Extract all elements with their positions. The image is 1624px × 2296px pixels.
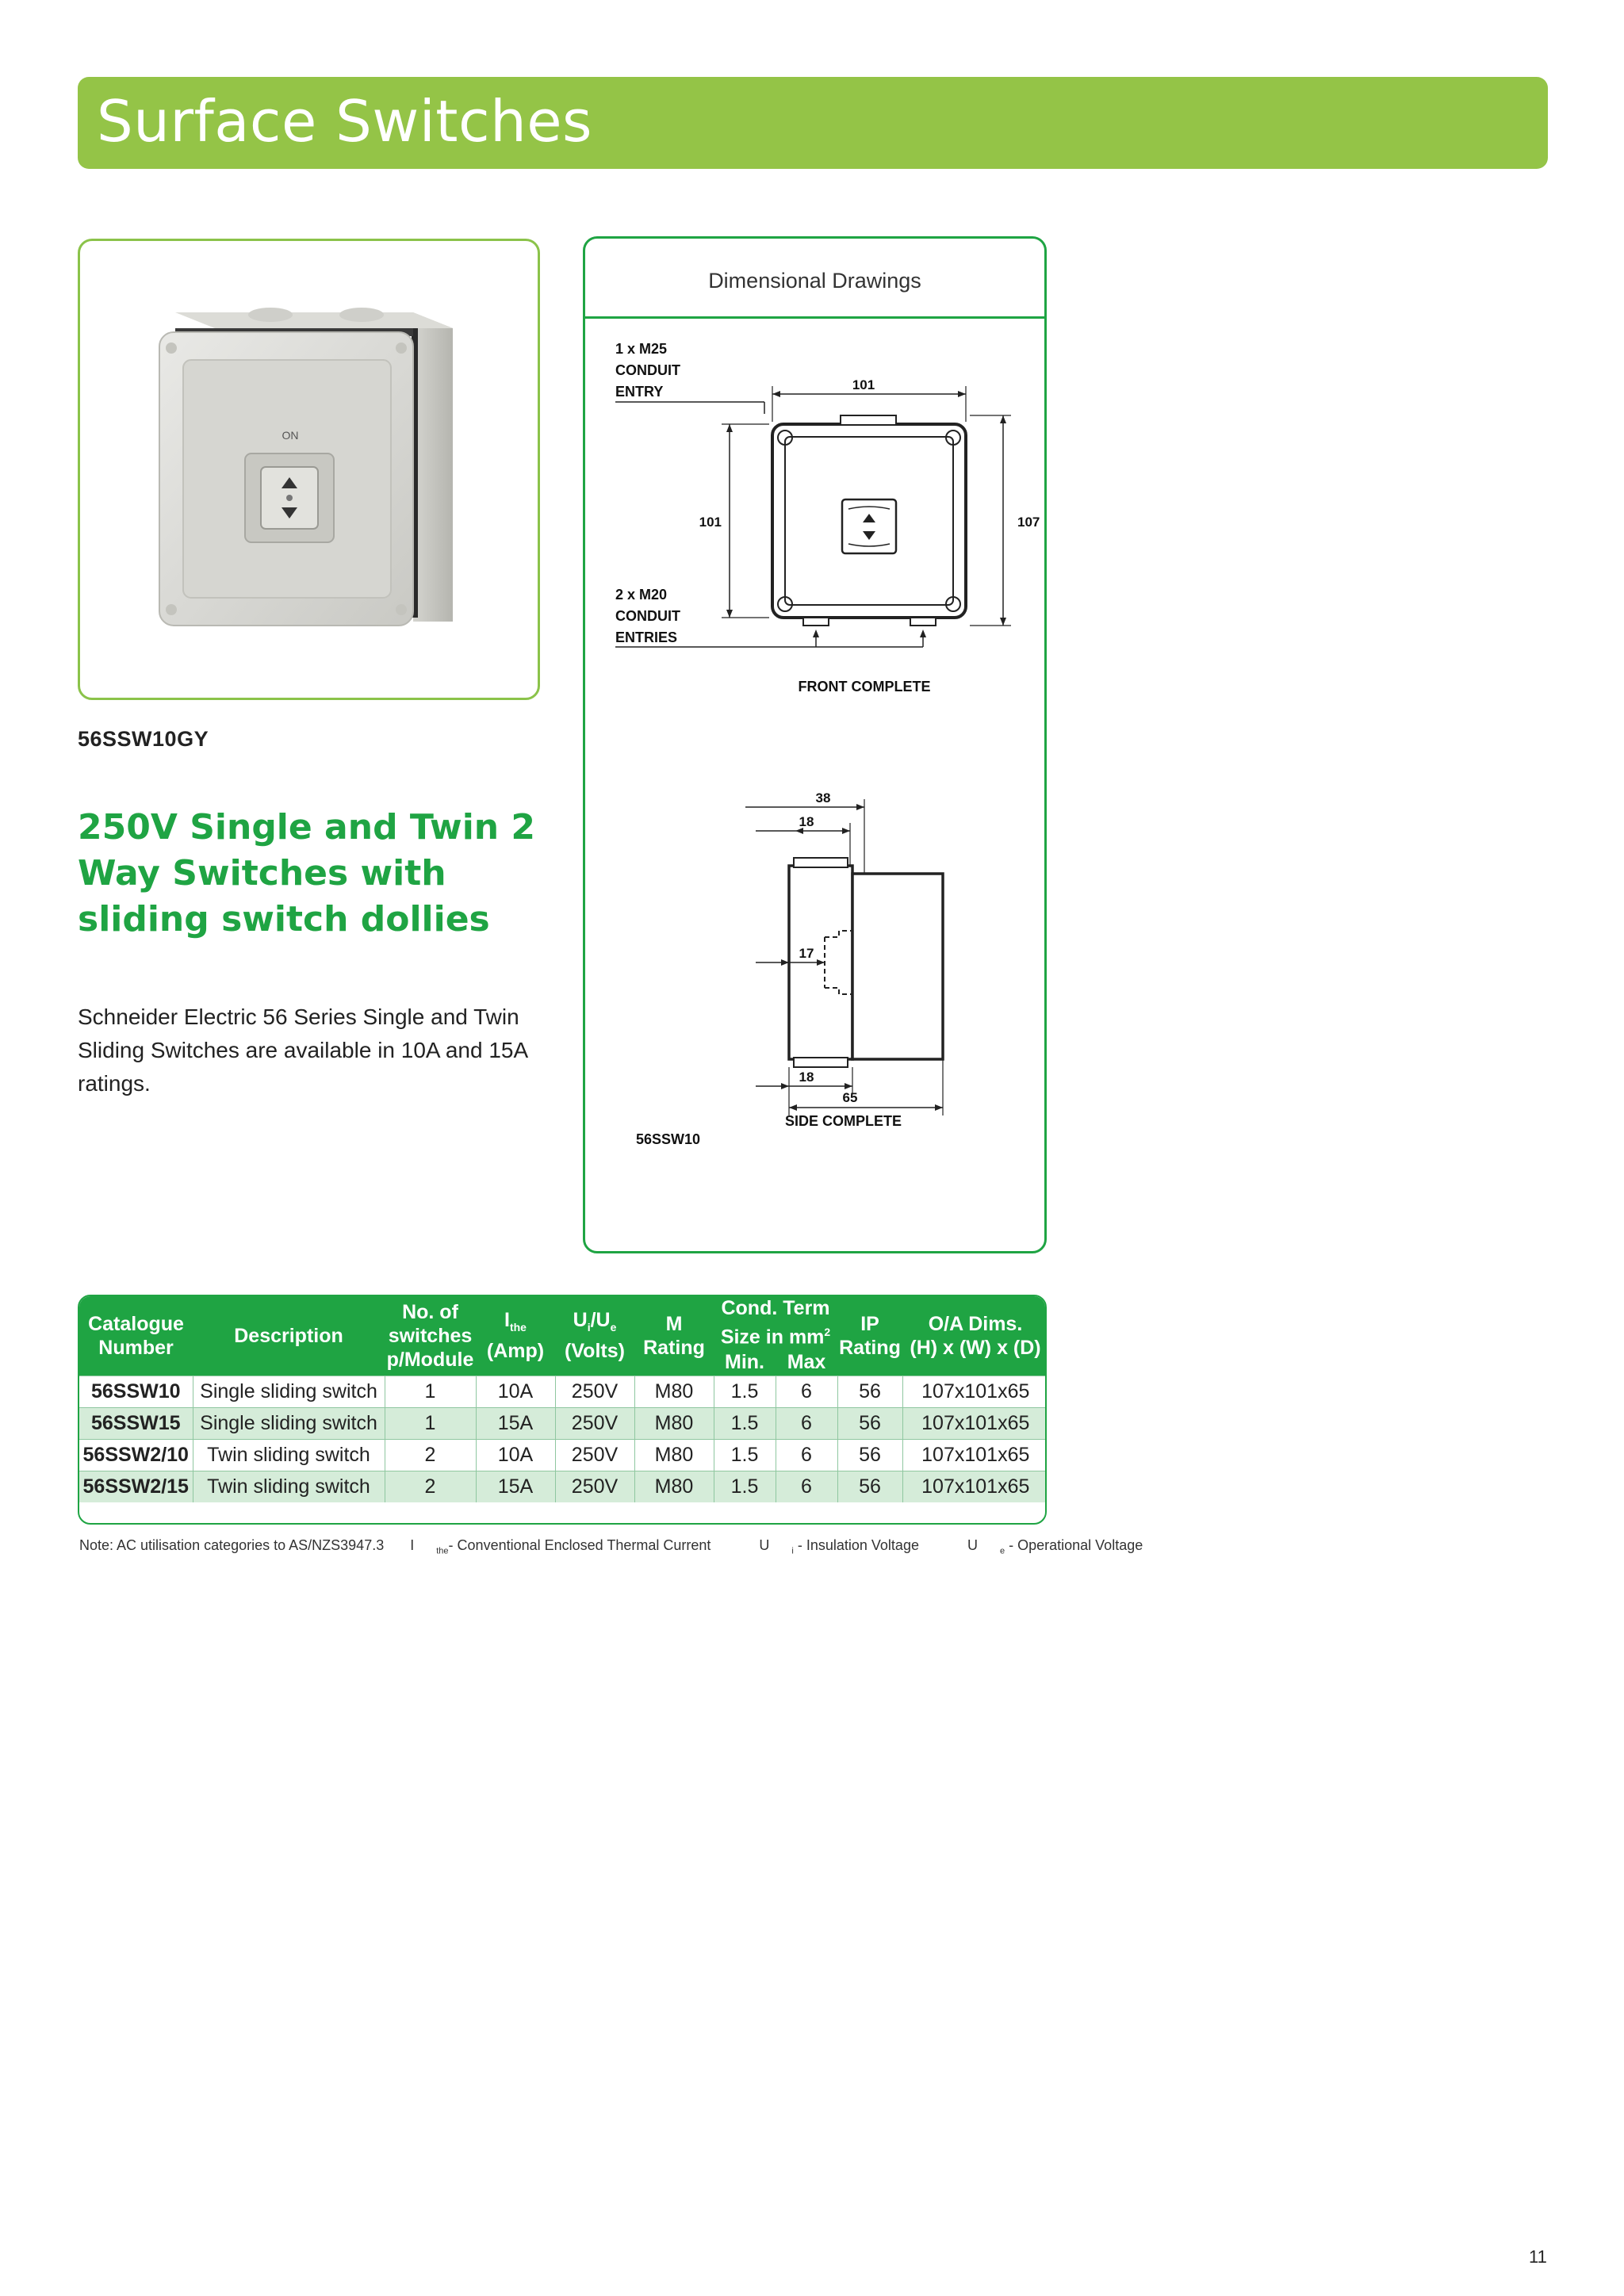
front-view [615, 341, 1040, 695]
th-description: Description [193, 1296, 385, 1376]
product-photo-frame [78, 239, 540, 700]
dim-side-65: 65 [842, 1090, 858, 1105]
dim-side-18-bottom: 18 [799, 1070, 814, 1085]
note-ui: U $_i$ - Insulation Voltage [759, 1537, 919, 1556]
dim-front-top: 101 [852, 377, 875, 392]
cell-amp: 15A [476, 1407, 555, 1439]
cell-switches: 1 [385, 1407, 476, 1439]
th-max: Max [776, 1349, 837, 1376]
page-title: Surface Switches [97, 88, 593, 155]
cell-code: 56SSW15 [79, 1407, 193, 1439]
th-ithe: $I_{the}$ (Amp) [476, 1296, 555, 1376]
th-catalogue: Catalogue Number [79, 1296, 193, 1376]
cell-dims: 107x101x65 [902, 1407, 1047, 1439]
th-min: Min. [714, 1349, 776, 1376]
cell-description: Single sliding switch [193, 1376, 385, 1407]
cell-description: Single sliding switch [193, 1407, 385, 1439]
cell-ip: 56 [837, 1376, 902, 1407]
cell-code: 56SSW10 [79, 1376, 193, 1407]
product-code: 56SSW10GY [78, 727, 209, 751]
dim-side-17: 17 [799, 946, 814, 961]
specification-table [78, 1295, 1047, 1525]
dimensional-drawings-panel [583, 236, 1047, 1253]
side-model-label: 56SSW10 [636, 1131, 701, 1147]
cell-volts: 250V [555, 1376, 634, 1407]
th-switches: No. of switches p/Module [385, 1296, 476, 1376]
product-intro: Schneider Electric 56 Series Single and Twin Sliding Switches are available in 10A and 15A ratings. [78, 1004, 527, 1096]
cell-m-rating: M80 [634, 1407, 714, 1439]
note-ac-utilisation: Note: AC utilisation categories to AS/NZS3947.3 [79, 1537, 385, 1553]
m25-label-line3: ENTRY [615, 384, 664, 400]
table-row [79, 1407, 1047, 1439]
note-ithe: I $_{the}$- Conventional Enclosed Thermal Current [410, 1537, 711, 1556]
cell-amp: 10A [476, 1376, 555, 1407]
dim-side-18-top: 18 [799, 814, 814, 829]
dimensional-drawing [585, 319, 1044, 1254]
dim-side-38: 38 [815, 790, 831, 806]
m25-label-line1: 1 x M25 [615, 341, 668, 357]
th-ip-rating: IP Rating [837, 1296, 902, 1376]
cell-m-rating: M80 [634, 1376, 714, 1407]
cell-switches: 2 [385, 1439, 476, 1471]
dim-front-right: 107 [1017, 515, 1040, 530]
cell-code: 56SSW2/10 [79, 1439, 193, 1471]
cell-description: Twin sliding switch [193, 1471, 385, 1502]
drawings-title: Dimensional Drawings [708, 269, 921, 293]
cell-m-rating: M80 [634, 1439, 714, 1471]
cell-description: Twin sliding switch [193, 1439, 385, 1471]
front-caption: FRONT COMPLETE [798, 679, 931, 695]
cell-min: 1.5 [714, 1407, 776, 1439]
cell-ip: 56 [837, 1439, 902, 1471]
product-heading: 250V Single and Twin 2 Way Switches with sliding switch dollies [78, 807, 536, 939]
cell-dims: 107x101x65 [902, 1376, 1047, 1407]
m20-label-line1: 2 x M20 [615, 587, 668, 603]
m20-label-line3: ENTRIES [615, 629, 678, 645]
th-m-rating: M Rating [634, 1296, 714, 1376]
cell-min: 1.5 [714, 1376, 776, 1407]
th-dims: O/A Dims. (H) x (W) x (D) [902, 1296, 1047, 1376]
cell-volts: 250V [555, 1407, 634, 1439]
th-cond-term: Cond. Term Size in $mm^2$ [714, 1296, 837, 1349]
cell-m-rating: M80 [634, 1471, 714, 1502]
cell-volts: 250V [555, 1471, 634, 1502]
table-row [79, 1439, 1047, 1471]
m20-label-line2: CONDUIT [615, 608, 680, 624]
page-number: 11 [1529, 2247, 1547, 2267]
cell-max: 6 [776, 1407, 837, 1439]
th-voltage: $U_i/U_e$ (Volts) [555, 1296, 634, 1376]
cell-ip: 56 [837, 1407, 902, 1439]
header-bar [78, 77, 1548, 169]
cell-dims: 107x101x65 [902, 1439, 1047, 1471]
side-caption: SIDE COMPLETE [785, 1113, 902, 1129]
table-row [79, 1376, 1047, 1407]
cell-amp: 10A [476, 1439, 555, 1471]
cell-switches: 1 [385, 1376, 476, 1407]
cell-min: 1.5 [714, 1439, 776, 1471]
cell-switches: 2 [385, 1471, 476, 1502]
cell-max: 6 [776, 1471, 837, 1502]
cell-max: 6 [776, 1439, 837, 1471]
table-notes [79, 1537, 1187, 1556]
m25-label-line2: CONDUIT [615, 362, 680, 378]
cell-dims: 107x101x65 [902, 1471, 1047, 1502]
cell-code: 56SSW2/15 [79, 1471, 193, 1502]
photo-on-label: ON [282, 429, 299, 442]
table-row [79, 1471, 1047, 1502]
cell-amp: 15A [476, 1471, 555, 1502]
cell-max: 6 [776, 1376, 837, 1407]
dim-front-left: 101 [699, 515, 722, 530]
note-ue: U $_e$ - Operational Voltage [967, 1537, 1143, 1556]
cell-ip: 56 [837, 1471, 902, 1502]
side-view [636, 790, 943, 1147]
product-photo [80, 241, 538, 698]
cell-volts: 250V [555, 1439, 634, 1471]
cell-min: 1.5 [714, 1471, 776, 1502]
